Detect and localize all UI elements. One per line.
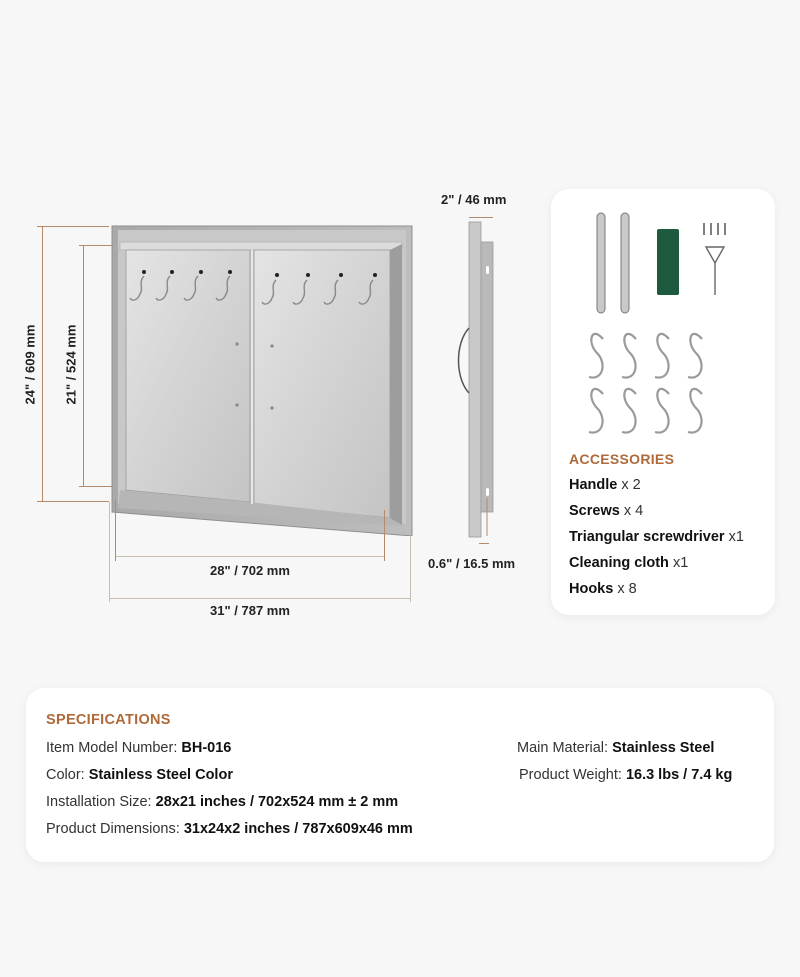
screws-icon (704, 223, 725, 235)
outer-height-dim-tick-top (37, 226, 109, 227)
spec-model-number: Item Model Number: BH-016 (46, 740, 232, 756)
inner-height-label: 21" / 524 mm (63, 324, 79, 405)
spec-product-dimensions: Product Dimensions: 31x24x2 inches / 787x609x46 mm (46, 821, 413, 837)
hook-icon (589, 334, 702, 433)
accessory-item: Handle x 2 (569, 477, 641, 493)
flange-label: 0.6" / 16.5 mm (428, 556, 516, 571)
inner-width-label: 28" / 702 mm (210, 563, 290, 578)
accessory-item: Hooks x 8 (569, 581, 637, 597)
outer-width-label: 31" / 787 mm (210, 603, 290, 618)
accessory-item: Screws x 4 (569, 503, 644, 519)
accessory-item: Triangular screwdriver x1 (569, 529, 744, 545)
outer-height-dim-line (42, 226, 43, 502)
inner-width-dim-line (115, 556, 385, 557)
accessory-item: Cleaning cloth x1 (569, 555, 689, 571)
specifications-title: SPECIFICATIONS (46, 712, 171, 728)
accessories-title: ACCESSORIES (569, 451, 675, 467)
outer-width-dim-line (109, 598, 411, 599)
outer-width-tick-right (410, 536, 411, 602)
spec-product-weight: Product Weight: 16.3 lbs / 7.4 kg (519, 767, 733, 783)
spec-installation-size: Installation Size: 28x21 inches / 702x524 mm ± 2 mm (46, 794, 399, 810)
depth-label: 2" / 46 mm (441, 192, 507, 207)
inner-height-dim-line (83, 245, 84, 487)
double-door-illustration (104, 224, 416, 536)
outer-height-dim-tick-bottom (37, 501, 109, 502)
inner-height-dim-tick-bottom (79, 486, 113, 487)
accessories-card (551, 189, 775, 615)
handle-icon (597, 213, 629, 313)
accessories-illustration (551, 189, 775, 439)
specifications-card (26, 688, 774, 862)
outer-height-label: 24" / 609 mm (22, 324, 38, 405)
door-front-view (104, 224, 416, 536)
inner-height-dim-tick-top (79, 245, 113, 246)
outer-width-tick-left (109, 502, 110, 602)
spec-color: Color: Stainless Steel Color (46, 767, 233, 783)
spec-main-material: Main Material: Stainless Steel (517, 740, 715, 756)
door-side-view (455, 218, 505, 548)
cleaning-cloth-icon (657, 229, 679, 295)
flange-dim-line (479, 543, 489, 544)
side-profile-illustration (455, 218, 505, 548)
inner-width-tick-right (384, 510, 385, 561)
inner-width-tick-left (115, 500, 116, 561)
triangular-screwdriver-icon (706, 247, 724, 295)
